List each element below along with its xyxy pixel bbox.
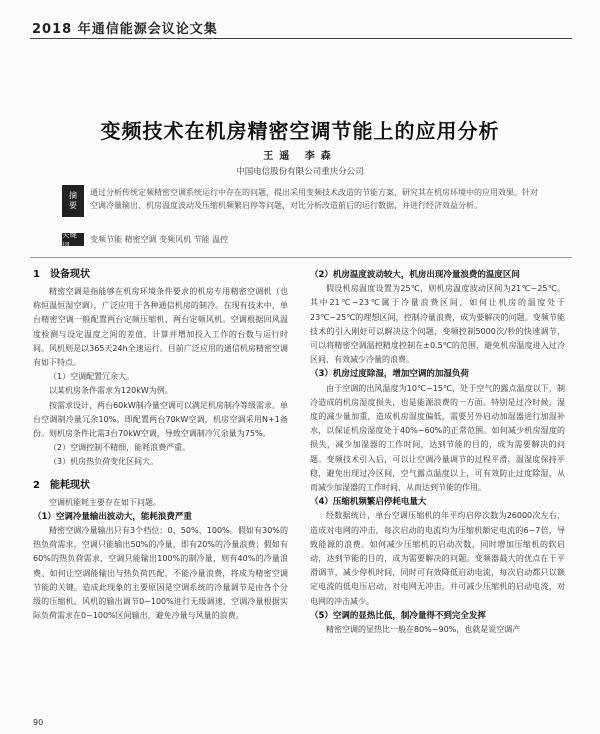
paragraph: 精密空调是指能够在机房环境条件要求的机房专用精密空调机（也称恒温恒湿空调），广泛应用于各种通信机房的制冷。在现有技术中，单台精密空调一般配置两台定频压缩机、两台定频风机。空调根据回风温度检测与设定温度之间的差值，计算并增加投入工作的台数与运行时间。风机则是以365天24h全速运行。目前广泛应用的通信机房精密空调有如下特点。 <box>33 287 288 368</box>
running-head: 2018 年通信能源会议论文集 <box>32 22 218 37</box>
paragraph: （3）机房热负荷变化区间大。 <box>49 457 159 467</box>
paragraph: 以某机房条件需求为120kW为例。 <box>49 386 173 396</box>
left-column <box>33 268 288 623</box>
affiliation: 中国电信股份有限公司重庆分公司 <box>236 167 364 177</box>
section-divider <box>30 257 572 258</box>
paragraph: 空调机能耗主要存在如下问题。 <box>49 497 161 507</box>
keywords-text: 变频节能 精密空调 变频风机 节能 温控 <box>90 235 229 244</box>
subsection-heading: （4）压缩机频繁启停耗电量大 <box>310 497 427 508</box>
paragraph: 由于空调的出风温度为10℃~15℃，处于空气的露点温度以下，制冷造成的机房湿度损失，也是能源浪费的一方面。特别是过冷时候，湿度的减少量加重，造成机房湿度偏低，需要另外启动加湿器进行加湿补水，以保证机房湿度处于40%~60%的正常范围。如何减少机房湿度的损失，减少加湿器的工作时间，达到节能的目的，成为需要解决的问题。变频技术引入后，可以让空调冷量调节的过程平滑，温湿度保持平稳，避免出现过冷区间，空气露点温度以上，可有效防止过度除湿，从而减少加湿器的工作时间，从而达到节能的作用。 <box>310 383 565 493</box>
paragraph: 假设机房温度设置为25℃，则机房温度波动区间为21℃~25℃。其中21℃~23℃属于冷量浪费区间，如何让机房的温度处于23℃~25℃的理想区间，控制冷量浪费，成为要解决的问题。变频节能技术的引入刚好可以解决这个问题，变频控制5000次/秒的快速调节，可以将精密空调温控精度控制在±0.5℃的范围，避免机房温度进入过冷区间，有效减少冷量的浪费。 <box>310 284 565 365</box>
section-heading: 2 能耗现状 <box>33 479 90 491</box>
authors: 王遥 李森 <box>263 151 337 162</box>
paragraph: （2）空调控制不精细，能耗浪费严重。 <box>49 443 191 453</box>
paragraph: 精密空调的显热比一般在80%~90%，也就是说空调产 <box>326 625 521 635</box>
section-heading: 1 设备现状 <box>33 269 90 280</box>
paragraph: 精密空调冷量输出只有3个档位：0、50%、100%。假如有30%的热负荷需求，空调只能输出50%的冷量，即有20%的冷量浪费；假如有60%的热负荷需求，空调只能输出100%的制冷量，则有40%的冷量浪费。如何让空调能输出与热负荷匹配，不能冷量浪费，将成为精密空调节能的关键。造成此现象的主要原因是空调系统的冷量调节是由各个分级的压缩机、风机的输出调节0~100%进行无级调速，空调冷量根据实际负荷需求在0~100%区间输出，避免冷量与风量的浪费。 <box>33 526 288 621</box>
paragraph: 经数据统计，单台空调压缩机的年平均启停次数为26000次左右，造成对电网的冲击，每次启动的电流均为压缩机额定电流的6~7倍，导致能源的浪费。如何减少压缩机的启动次数，同时增加压缩机的软启动，达到节能的目的，成为需要解决的问题。变频器最大的优点在于平滑调节，减少停机时间，同时可有效降低启动电流，每次启动都只以额定电流的低电压启动，对电网无冲击，并可减少压缩机的启动电流，对电网的冲击减少。 <box>310 511 565 606</box>
abstract-text: 通过分析传统定频精密空调系统运行中存在的问题，提出采用变频技术改造的节能方案，研究其在机房环境中的应用效果。针对空调冷量输出、机房温度波动及压缩机频繁启停等问题，对比分析改造前后的运行数据，并进行经济效益分析。 <box>90 188 538 210</box>
subsection-heading: （3）机房过度除湿，增加空调的加湿负荷 <box>310 369 469 380</box>
paragraph: 按需求设计，两台60kW制冷量空调可以满足机房制冷等级需求。单台空调制冷量冗余10%。即配置两台70kW空调，机房空调采用N+1备份。则机房条件比需3台70kW空调，导致空调制冷冗余量为75%。 <box>33 400 288 439</box>
subsection-heading: （2）机房温度波动较大，机房出现冷量浪费的温度区间 <box>310 270 520 280</box>
header-rule <box>30 38 572 39</box>
subsection-heading: （5）空调的显热比低，制冷量得不到完全发挥 <box>310 610 486 621</box>
paper-title: 变频技术在机房精密空调节能上的应用分析 <box>100 119 500 143</box>
right-column <box>310 268 565 637</box>
page-number: 90 <box>33 718 44 727</box>
paragraph: （1）空调配置冗余大。 <box>49 372 135 382</box>
subsection-heading: （1）空调冷量输出波动大，能耗浪费严重 <box>33 511 192 522</box>
abstract-label: 摘要 <box>62 185 84 217</box>
keywords-label: 关键词 <box>62 233 84 246</box>
